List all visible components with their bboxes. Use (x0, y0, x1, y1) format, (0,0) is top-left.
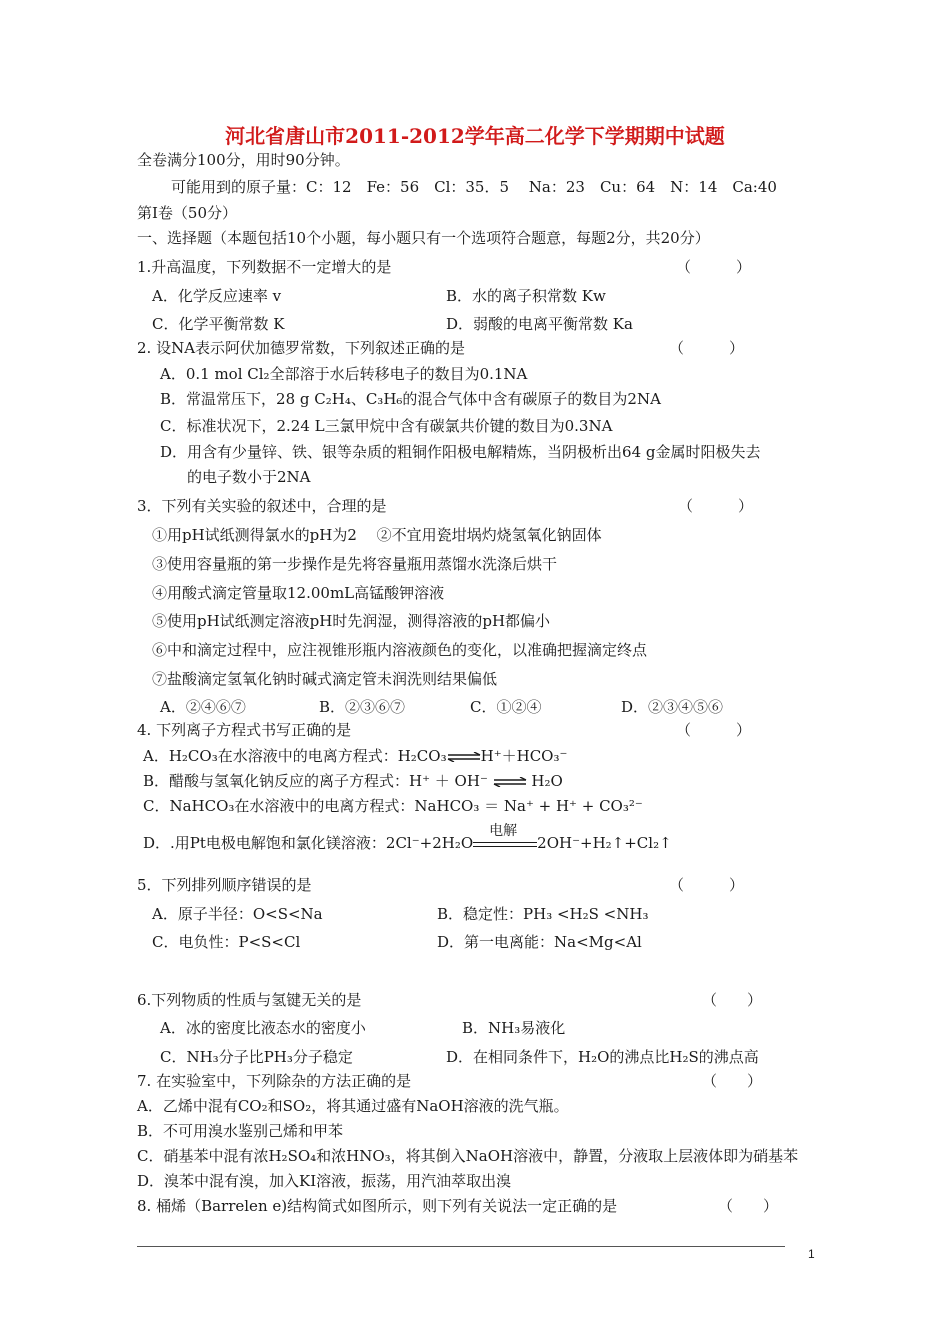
q3-option-b: B．②③⑥⑦ (319, 698, 406, 716)
q3-option-a: A．②④⑥⑦ (160, 698, 246, 716)
q5-answer-blank: （ ） (669, 876, 745, 894)
q4-option-b (143, 771, 563, 791)
q3-stem: 3．下列有关实验的叙述中，合理的是 (137, 497, 387, 515)
q6-stem: 6.下列物质的性质与氢键无关的是 (137, 991, 362, 1009)
q5-option-a: A．原子半径：O<S<Na (152, 905, 323, 923)
q6-option-c: C．NH₃分子比PH₃分子稳定 (160, 1048, 353, 1066)
q5-option-d: D．第一电离能：Na<Mg<Al (437, 933, 642, 951)
electrolysis-label: 电解 (489, 823, 518, 839)
q6-option-a: A．冰的密度比液态水的密度小 (160, 1019, 366, 1037)
q6-answer-blank: （ ） (702, 991, 763, 1009)
q2-option-d-line1: D．用含有少量锌、铁、银等杂质的粗铜作阳极电解精炼，当阴极析出64 g金属时阳极失去 (160, 443, 761, 461)
q5-stem: 5．下列排列顺序错误的是 (137, 876, 312, 894)
q7-option-c: C．硝基苯中混有浓H₂SO₄和浓HNO₃，将其倒入NaOH溶液中，静置，分液取上层液体即为硝基苯 (137, 1147, 799, 1165)
intro-score: 全卷满分100分，用时90分钟。 (137, 151, 350, 169)
q6-option-b: B．NH₃易液化 (462, 1019, 566, 1037)
q4-option-a-lhs: A．H₂CO₃在水溶液中的电离方程式：H₂CO₃ (143, 747, 447, 765)
q4-option-b-rhs: H₂O (531, 772, 563, 790)
q5-option-b: B．稳定性：PH₃ <H₂S <NH₃ (437, 905, 649, 923)
q1-option-a: A．化学反应速率 v (152, 287, 282, 305)
footer-rule (137, 1246, 785, 1247)
q4-option-d-rhs: 2OH⁻+H₂↑+Cl₂↑ (537, 834, 672, 852)
q3-option-c: C．①②④ (470, 698, 542, 716)
q1-option-c: C．化学平衡常数 K (152, 315, 285, 333)
intro-atomic-masses: 可能用到的原子量：C：12 Fe：56 Cl：35．5 Na：23 Cu：64 N：14 Ca:40 (171, 178, 777, 196)
q1-stem: 1.升高温度，下列数据不一定增大的是 (137, 258, 392, 276)
q8-answer-blank: （ ） (718, 1197, 779, 1215)
q2-option-d-line2: 的电子数小于2NA (187, 468, 311, 486)
q3-item-4: ④用酸式滴定管量取12.00mL高锰酸钾溶液 (152, 584, 445, 602)
q3-item-3: ③使用容量瓶的第一步操作是先将容量瓶用蒸馏水洗涤后烘干 (152, 555, 558, 573)
q7-option-d: D．溴苯中混有溴，加入KI溶液，振荡，用汽油萃取出溴 (137, 1172, 512, 1190)
page-number: 1 (808, 1247, 815, 1261)
q7-stem: 7. 在实验室中，下列除杂的方法正确的是 (137, 1072, 412, 1090)
q4-option-b-lhs: B．醋酸与氢氧化钠反应的离子方程式：H⁺ ＋ OH⁻ (143, 772, 488, 790)
equals-bar-top (473, 842, 537, 843)
equals-bar-bottom (473, 846, 537, 847)
q4-option-c: C．NaHCO₃在水溶液中的电离方程式：NaHCO₃ ＝ Na⁺ + H⁺ + CO₃²⁻ (143, 797, 643, 815)
q3-item-7: ⑦盐酸滴定氢氧化钠时碱式滴定管未润洗则结果偏低 (152, 670, 498, 688)
q2-option-b: B．常温常压下，28 g C₂H₄、C₃H₆的混合气体中含有碳原子的数目为2NA (160, 390, 661, 408)
q1-answer-blank: （ ） (676, 258, 752, 276)
q3-item-1-2: ①用pH试纸测得氯水的pH为2 ②不宜用瓷坩埚灼烧氢氧化钠固体 (152, 526, 602, 544)
q3-option-d: D．②③④⑤⑥ (621, 698, 724, 716)
q1-option-b: B．水的离子积常数 Kw (446, 287, 606, 305)
q2-option-a: A．0.1 mol Cl₂全部溶于水后转移电子的数目为0.1NA (160, 365, 528, 383)
q5-option-c: C．电负性：P<S<Cl (152, 933, 301, 951)
q7-answer-blank: （ ） (702, 1072, 763, 1090)
q3-item-6: ⑥中和滴定过程中，应注视锥形瓶内溶液颜色的变化，以准确把握滴定终点 (152, 641, 648, 659)
q3-item-5: ⑤使用pH试纸测定溶液pH时先润湿，测得溶液的pH都偏小 (152, 612, 551, 630)
q1-option-d: D．弱酸的电离平衡常数 Ka (446, 315, 633, 333)
q8-stem: 8. 桶烯（Barrelen e)结构简式如图所示，则下列有关说法一定正确的是 (137, 1197, 618, 1215)
q4-option-a-rhs: H⁺＋HCO₃⁻ (480, 747, 568, 765)
equilibrium-arrow-icon (447, 752, 481, 762)
q2-answer-blank: （ ） (669, 339, 745, 357)
q4-answer-blank: （ ） (676, 721, 752, 739)
q2-stem: 2. 设NA表示阿伏加德罗常数，下列叙述正确的是 (137, 339, 466, 357)
electrolysis-condition (473, 823, 537, 853)
part-heading: 一、选择题（本题包括10个小题，每小题只有一个选项符合题意，每题2分，共20分） (137, 229, 710, 247)
q4-option-a (143, 746, 567, 766)
q2-option-c: C．标准状况下，2.24 L三氯甲烷中含有碳氯共价键的数目为0.3NA (160, 417, 613, 435)
q6-option-d: D．在相同条件下，H₂O的沸点比H₂S的沸点高 (446, 1048, 759, 1066)
section-heading: 第Ⅰ卷（50分） (137, 204, 238, 222)
q7-option-b: B．不可用溴水鉴别己烯和甲苯 (137, 1122, 344, 1140)
q4-option-d-lhs: D．.用Pt电极电解饱和氯化镁溶液：2Cl⁻+2H₂O (143, 834, 474, 852)
equilibrium-arrow-icon (493, 777, 527, 787)
q7-option-a: A．乙烯中混有CO₂和SO₂，将其通过盛有NaOH溶液的洗气瓶。 (137, 1097, 569, 1115)
q4-option-d (143, 823, 672, 853)
q4-stem: 4. 下列离子方程式书写正确的是 (137, 721, 352, 739)
q3-answer-blank: （ ） (678, 497, 754, 515)
page-title: 河北省唐山市2011-2012学年高二化学下学期期中试题 (225, 124, 725, 148)
